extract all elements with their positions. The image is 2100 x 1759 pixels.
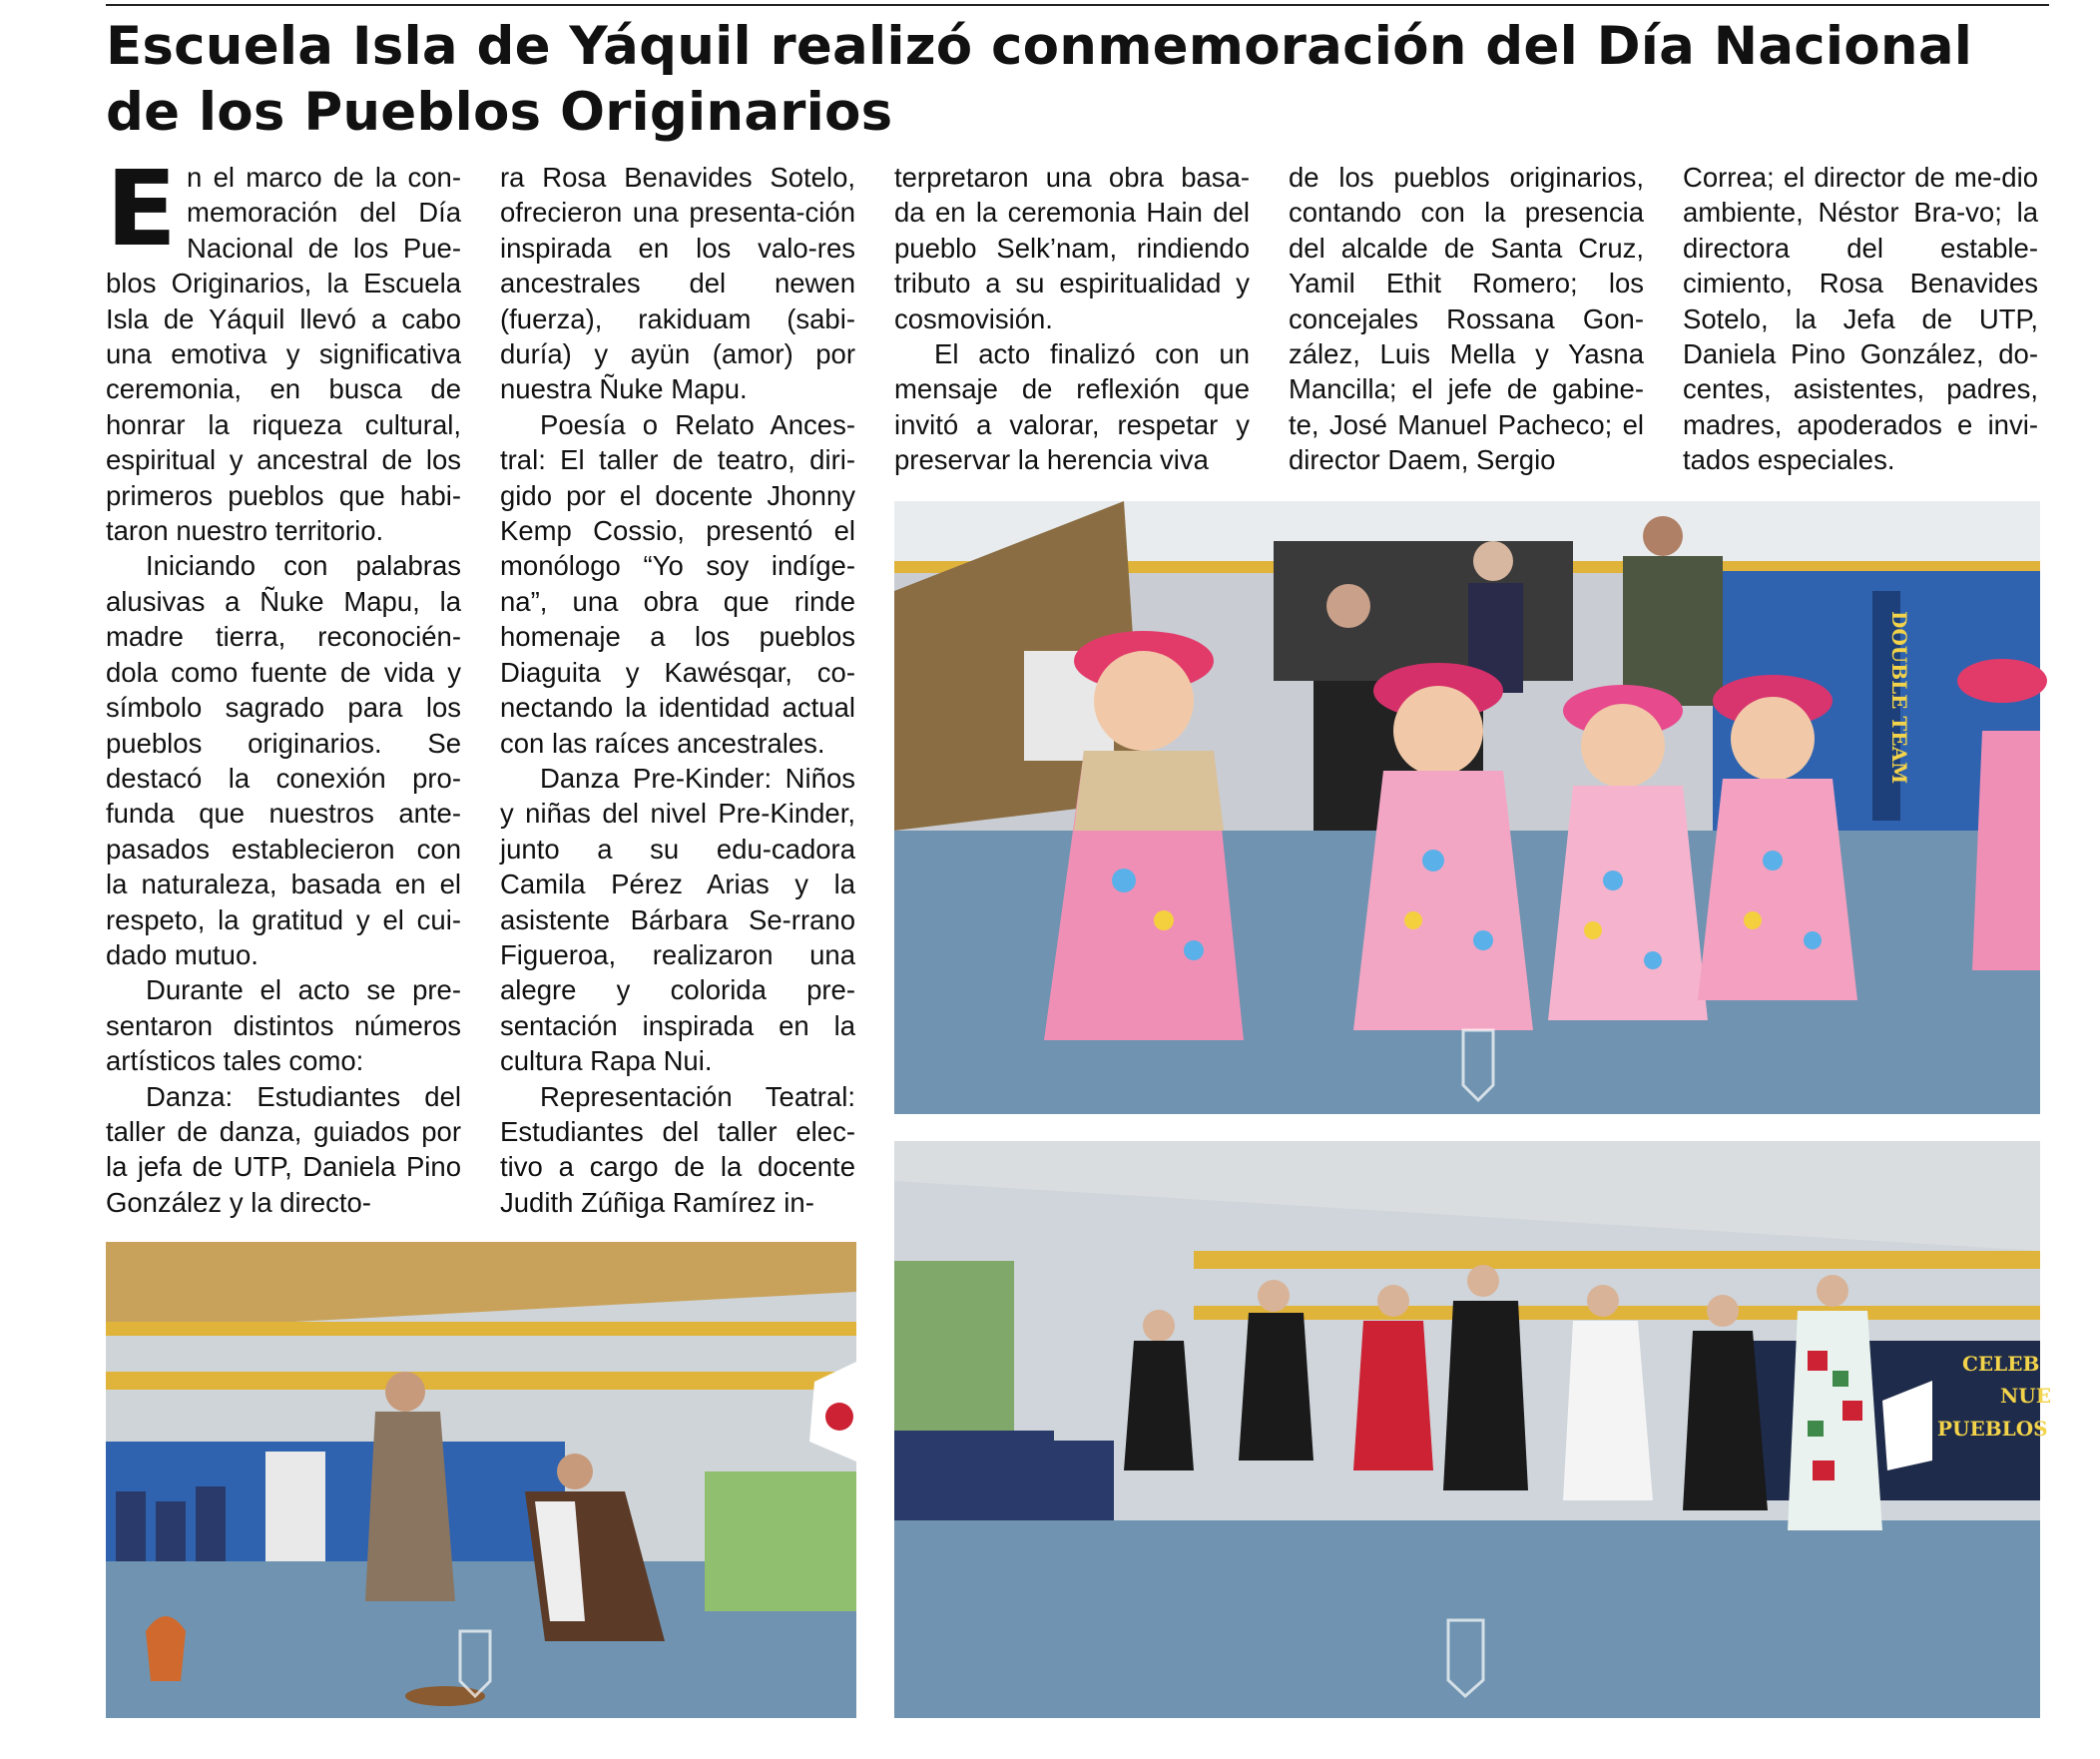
paragraph: Danza Pre-Kinder: Niños y niñas del nivel Pre-Kinder, junto a su edu-cadora Camila Pérez Arias y la asistente Bárbara Se-rrano Figueroa, realizaron una alegre y colorida pre-sentación inspirada en la cultura Rapa Nui. [500,762,855,1077]
paragraph: terpretaron una obra basa-da en la ceremonia Hain del pueblo Selk’nam, rindiendo tributo a su espiritualidad y cosmovisión. [894,162,1250,334]
text-column-3 [894,160,1250,478]
photo-theatre-monologue [106,1242,856,1718]
text-column-5 [1683,160,2038,478]
article-headline: Escuela Isla de Yáquil realizó conmemoración del Día Nacional de los Pueblos Originarios [106,16,1973,143]
paragraph-text: n el marco de la con-memoración del Día Nacional de los Pue-blos Originarios, la Escuela Isla de Yáquil llevó a cabo una emotiva y significativa ceremonia, en busca de honrar la riqueza cultural, espiritual y ancestral de los primeros pueblos que habi-taron nuestro territorio. [106,162,461,547]
banner-line-2: NUE [2000,1384,2051,1408]
photo-group-dance [894,1141,2051,1718]
photo-prekinder-dance [894,501,2040,1114]
paragraph [106,148,461,548]
photo-theatre-illustration [106,1242,856,1718]
photo-prekinder-dance-illustration [894,501,2040,1114]
banner-line-3: PUEBLOS [1937,1417,2048,1441]
drop-cap: E [106,148,178,270]
paragraph: Poesía o Relato Ances-tral: El taller de teatro, diri-gido por el docente Jhonny Kemp Cossio, presentó el monólogo “Yo soy indíge-na”, una obra que rinde homenaje a los pueblos Diaguita y Kawésqar, co-nectando la identidad actual con las raíces ancestrales. [500,408,855,759]
text-column-2 [500,160,855,1220]
paragraph: de los pueblos originarios, contando con la presencia del alcalde de Santa Cruz, Yamil Ethit Romero; los concejales Rossana Gon-zález, Luis Mella y Yasna Mancilla; el jefe de gabine-te, José Manuel Pacheco; el director Daem, Sergio [1289,162,1644,476]
paragraph: Durante el acto se pre-sentaron distintos números artísticos tales como: [106,974,461,1077]
top-rule [106,4,2049,6]
photo-group-dance-illustration [894,1141,2051,1718]
text-column-4 [1289,160,1644,478]
paragraph: Danza: Estudiantes del taller de danza, guiados por la jefa de UTP, Daniela Pino González y la directo- [106,1080,461,1218]
paragraph: Correa; el director de me-dio ambiente, Néstor Bra-vo; la directora del estable-cimiento, Rosa Benavides Sotelo, la Jefa de UTP, Daniela Pino González, do-centes, asistentes, padres, madres, apoderados e invi-tados especiales. [1683,162,2038,476]
banner-line-1: CELEB [1962,1352,2040,1376]
text-column-1 [106,148,461,1220]
wall-sign: DOUBLE TEAM [1887,611,1911,785]
paragraph: Representación Teatral: Estudiantes del taller elec-tivo a cargo de la docente Judith Zúñiga Ramírez in- [500,1080,855,1218]
paragraph: El acto finalizó con un mensaje de reflexión que invitó a valorar, respetar y preservar la herencia viva [894,338,1250,476]
paragraph: Iniciando con palabras alusivas a Ñuke Mapu, la madre tierra, reconocién-dola como fuente de vida y símbolo sagrado para los pueblos originarios. Se destacó la conexión pro-funda que nuestros ante-pasados establecieron con la naturaleza, basada en el respeto, la gratitud y el cui-dado mutuo. [106,550,461,970]
paragraph: ra Rosa Benavides Sotelo, ofrecieron una presenta-ción inspirada en los valo-res ancestrales del newen (fuerza), rakiduam (sabi-duría) y ayün (amor) por nuestra Ñuke Mapu. [500,162,855,405]
